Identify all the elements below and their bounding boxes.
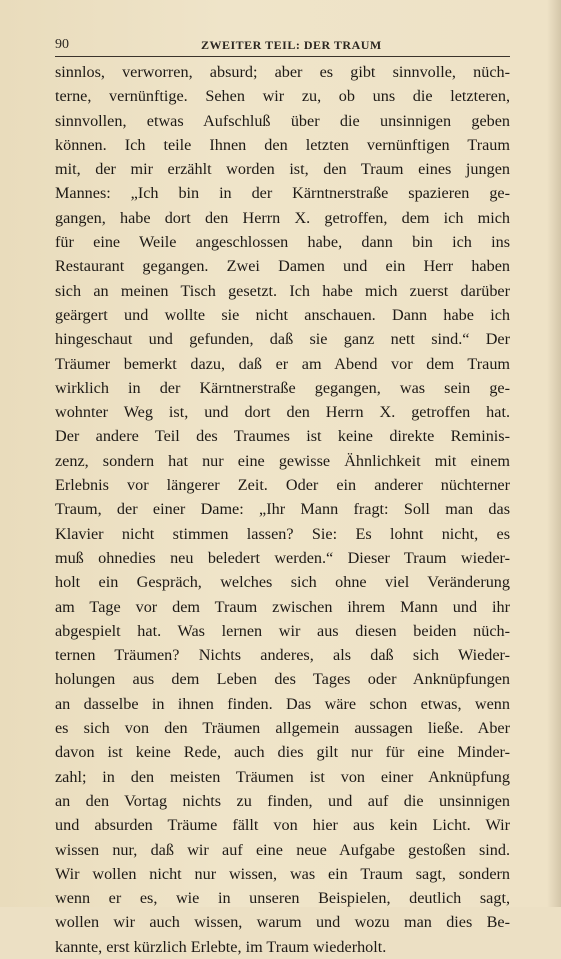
- text-line: geärgert und wollte sie nicht anschauen. Dann habe ich: [55, 305, 510, 324]
- text-line: und absurden Träume fällt von hier aus kein Licht. Wir: [55, 816, 510, 835]
- text-line: sich an meinen Tisch gesetzt. Ich habe mich zuerst darüber: [55, 281, 510, 300]
- text-line: zahl; in den meisten Träumen ist von einer Anknüpfung: [55, 767, 510, 786]
- text-line: für eine Weile angeschlossen habe, dann bin ich ins: [55, 233, 510, 252]
- text-line: wohnter Weg ist, und dort den Herrn X. getroffen hat.: [55, 403, 510, 422]
- text-line: holungen aus dem Leben des Tages oder Anknüpfungen: [55, 670, 510, 689]
- text-line: Mannes: „Ich bin in der Kärntnerstraße spazieren ge-: [55, 184, 510, 203]
- text-line: abgespielt hat. Was lernen wir aus diesen beiden nüch-: [55, 621, 510, 640]
- running-head: [55, 36, 510, 57]
- text-line: zenz, sondern hat nur eine gewisse Ähnlichkeit mit einem: [55, 451, 510, 470]
- page-edge-shadow: [547, 0, 561, 907]
- text-line: wenn er es, wie in unseren Beispielen, deutlich sagt,: [55, 889, 510, 908]
- text-line: sinnlos, verworren, absurd; aber es gibt sinnvolle, nüch-: [55, 63, 510, 81]
- text-line: Klavier nicht stimmen lassen? Sie: Es lohnt nicht, es: [55, 524, 510, 543]
- text-line: es sich von den Träumen allgemein aussagen ließe. Aber: [55, 719, 510, 738]
- text-line: wissen nur, daß wir auf eine neue Aufgabe gestoßen sind.: [55, 840, 510, 859]
- text-line: Traum, der einer Dame: „Ihr Mann fragt: Soll man das: [55, 500, 510, 519]
- page-number: 90: [55, 37, 69, 52]
- text-line: am Tage vor dem Traum zwischen ihrem Mann und ihr: [55, 597, 510, 616]
- text-line: mit, der mir erzählt worden ist, den Traum eines jungen: [55, 160, 510, 179]
- text-line: sinnvollen, etwas Aufschluß über die unsinnigen geben: [55, 111, 510, 130]
- text-line: ternen Träumen? Nichts anderes, als daß sich Wieder-: [55, 646, 510, 665]
- running-title: ZWEITER TEIL: DER TRAUM: [201, 38, 382, 52]
- body-text: [55, 60, 510, 959]
- text-line: Wir wollen nicht nur wissen, was ein Traum sagt, sondern: [55, 864, 510, 883]
- text-line: können. Ich teile Ihnen den letzten vernünftigen Traum: [55, 135, 510, 154]
- text-line: wirklich in der Kärntnerstraße gegangen, was sein ge-: [55, 378, 510, 397]
- text-line: Träumer bemerkt dazu, daß er am Abend vor dem Traum: [55, 354, 510, 373]
- text-line: hingeschaut und gefunden, daß sie ganz nett sind.“ Der: [55, 330, 510, 349]
- text-line: holt ein Gespräch, welches sich ohne viel Veränderung: [55, 573, 510, 592]
- text-line: gangen, habe dort den Herrn X. getroffen, dem ich mich: [55, 208, 510, 227]
- text-line: Erlebnis vor längerer Zeit. Oder ein anderer nüchterner: [55, 476, 510, 495]
- text-line: Restaurant gegangen. Zwei Damen und ein Herr haben: [55, 257, 510, 276]
- text-line: wollen wir auch wissen, warum und wozu man dies Be-: [55, 913, 510, 932]
- text-line: kannte, erst kürzlich Erlebte, im Traum wiederholt.: [55, 937, 387, 956]
- text-line: an den Vortag nichts zu finden, und auf die unsinnigen: [55, 791, 510, 810]
- text-line: Der andere Teil des Traumes ist keine direkte Reminis-: [55, 427, 510, 446]
- text-line: muß ohnedies neu beledert werden.“ Dieser Traum wieder-: [55, 548, 510, 567]
- text-line: terne, vernünftige. Sehen wir zu, ob uns die letzteren,: [55, 87, 510, 106]
- text-line: davon ist keine Rede, auch dies gilt nur für eine Minder-: [55, 743, 510, 762]
- text-line: an dasselbe in ihnen finden. Das wäre schon etwas, wenn: [55, 694, 510, 713]
